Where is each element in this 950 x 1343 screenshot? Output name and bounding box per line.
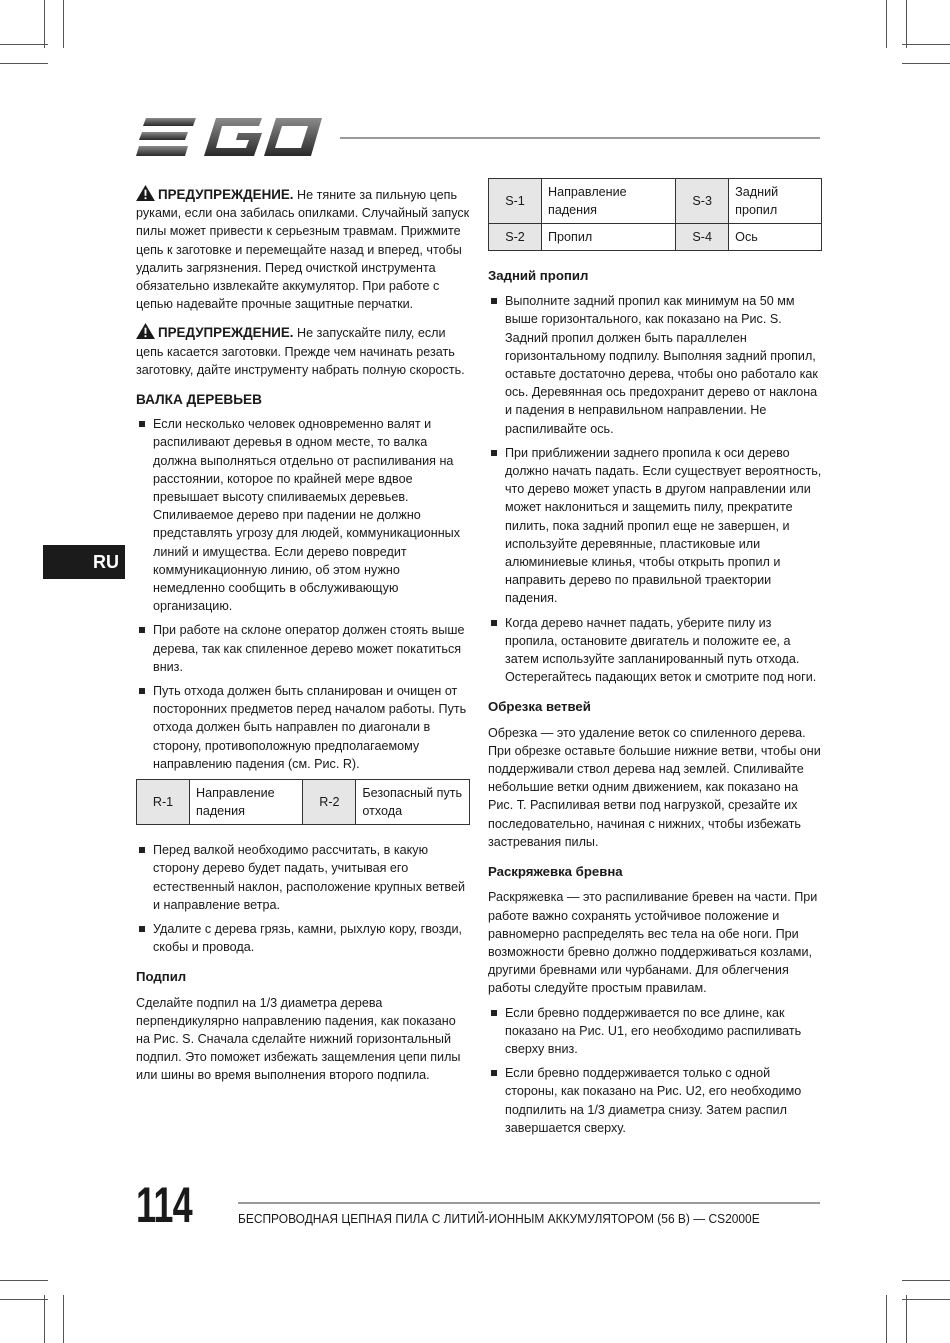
bullet-icon [139,421,145,427]
bucking-list [488,1004,822,1137]
warning-paragraph [136,323,470,379]
legend-table-s [488,178,822,251]
crop-mark [902,44,950,45]
table-cell: S-2 [489,224,542,251]
list-item-text: При работе на склоне оператор должен стоять выше дерева, так как спиленное дерево может покатиться вниз. [153,623,465,674]
list-item [488,1064,822,1137]
back-cut-heading: Задний пропил [488,268,589,283]
list-item [488,292,822,438]
list-item [136,621,470,676]
right-column [488,178,822,1143]
bullet-icon [491,1010,497,1016]
bullet-icon [139,627,145,633]
felling-list-2 [136,841,470,956]
limbing-text: Обрезка — это удаление веток со спиленного дерева. При обрезке оставьте большие нижние ветви, чтобы они поддерживали ствол дерева над землей. Спиливайте небольшие ветки одним движением, как показано на Рис. T. Распиливая ветви под нагрузкой, срезайте их последовательно, начиная с нижних, чтобы избежать застревания пилы. [488,725,821,849]
list-item [488,444,822,608]
list-item-text: Если несколько человек одновременно валят и распиливают деревья в одном месте, то валка должна выполняться отдельно от распиливания на расстоянии, которое по крайней мере вдвое превышает высоту спиливаемых деревьев. Спиливаемое дерево при падении не должно представлять угрозу для людей, коммуникационных линий и имущества. Если дерево повредит коммуникационную линию, об этом нужно немедленно сообщить в обслуживающую организацию. [153,417,461,614]
language-tab: RU [43,545,125,579]
bucking-text: Раскряжевка — это распиливание бревен на части. При работе важно сохранять устойчивое положение и равномерно распределять вес тела на обе ноги. При возможности бревно должно поддерживаться козлами, другими бревнами или чурбанами. Для облегчения работы следуйте простым правилам. [488,890,818,996]
table-row [489,224,822,251]
bullet-icon [491,298,497,304]
table-cell: Безопасный путь отхода [356,780,470,825]
back-cut-list [488,292,822,686]
crop-mark [44,0,45,48]
warning-label: ПРЕДУПРЕЖДЕНИЕ. [158,187,294,202]
crop-mark [0,44,48,45]
warning-text: Не запускайте пилу, если цепь касается заготовки. Прежде чем начинать резать заготовку, дайте инструменту набрать полную скорость. [136,326,465,377]
legend-table-r [136,779,470,825]
crop-mark [886,0,887,48]
footer-title: БЕСПРОВОДНАЯ ЦЕПНАЯ ПИЛА С ЛИТИЙ-ИОННЫМ АККУМУЛЯТОРОМ (56 В) — CS2000E [238,1211,760,1226]
notch-heading: Подпил [136,969,187,985]
list-item-text: Если бревно поддерживается только с одной стороны, как показано на Рис. U2, его необходимо подпилить на 1/3 диаметра снизу. Затем распил завершается сверху. [505,1066,802,1135]
list-item-text: Путь отхода должен быть спланирован и очищен от посторонних предметов перед началом работы. Путь отхода должен быть направлен по диагонали в сторону, противоположную предполагаемому направлению падения (см. Рис. R). [153,684,467,771]
notch-text: Сделайте подпил на 1/3 диаметра дерева перпендикулярно направлению падения, как показано на Рис. S. Сначала сделайте нижний горизонтальный подпил. Это поможет избежать защемления цепи пилы или шины во время выполнения второго подпила. [136,995,461,1083]
crop-mark [886,1295,887,1343]
table-cell: Направление падения [190,780,303,825]
bullet-icon [139,926,145,932]
left-column [136,185,470,1085]
table-cell: Пропил [542,224,676,251]
header-rule [340,137,820,139]
crop-mark [0,63,48,64]
table-row [137,780,470,825]
list-item-text: Когда дерево начнет падать, уберите пилу из пропила, остановите двигатель и положите ее, а затем используйте запланированный путь отхода. Остерегайтесь падающих веток и смотрите под ноги. [505,615,817,685]
crop-mark [902,1280,950,1281]
felling-list [136,415,470,773]
warning-text: Не тяните за пильную цепь руками, если она забилась опилками. Случайный запуск пилы может привести к серьезным травмам. Прижмите цепь к заготовке и перемещайте назад и вперед, чтобы удалить загрязнения. Перед очисткой инструмента обязательно извлекайте аккумулятор. При работе с цепью надевайте прочные защитные перчатки. [136,188,470,312]
bullet-icon [139,688,145,694]
warning-icon [136,323,155,339]
table-cell: S-4 [676,224,729,251]
page-number: 114 [136,1177,192,1233]
crop-mark [906,0,907,48]
crop-mark [44,1295,45,1343]
list-item [488,1004,822,1059]
crop-mark [902,63,950,64]
list-item-text: Удалите с дерева грязь, камни, рыхлую кору, гвозди, скобы и провода. [153,921,463,955]
crop-mark [906,1295,907,1343]
list-item [136,682,470,773]
bucking-heading: Раскряжевка бревна [488,864,623,880]
table-cell: S-1 [489,179,542,224]
bullet-icon [491,450,497,456]
table-cell: R-1 [137,780,190,825]
warning-label: ПРЕДУПРЕЖДЕНИЕ. [158,325,294,341]
crop-mark [63,0,64,48]
ego-logo [136,116,322,158]
list-item-text: Перед валкой необходимо рассчитать, в какую сторону дерево будет падать, учитывая его естественный наклон, расположение крупных ветвей и направление ветра. [153,843,466,912]
list-item-text: Если бревно поддерживается по все длине, как показано на Рис. U1, его необходимо распиливать сверху вниз. [505,1005,802,1056]
crop-mark [902,1299,950,1300]
limbing-heading: Обрезка ветвей [488,699,591,715]
table-cell: R-2 [303,780,356,825]
bullet-icon [139,847,145,853]
footer-rule [238,1202,820,1204]
crop-mark [63,1295,64,1343]
table-cell: Направление падения [542,179,676,224]
table-row [489,179,822,224]
list-item-text: Выполните задний пропил как минимум на 50 мм выше горизонтального, как показано на Рис. S. Задний пропил должен быть параллелен горизонтальному подпилу. Выполняя задний пропил, оставьте достаточно дерева, чтобы оно работало как ось. Деревянная ось предохранит дерево от наклона и падения в неправильном направлении. Не распиливайте ось. [505,294,818,436]
list-item [136,841,470,914]
bullet-icon [491,1070,497,1076]
crop-mark [0,1299,48,1300]
list-item [136,920,470,956]
warning-icon [136,185,155,201]
list-item [136,415,470,615]
warning-paragraph [136,185,470,313]
table-cell: Задний пропил [729,179,822,224]
crop-mark [0,1280,48,1281]
table-cell: Ось [729,224,822,251]
list-item [488,614,822,687]
bullet-icon [491,620,497,626]
felling-heading: ВАЛКА ДЕРЕВЬЕВ [136,392,262,408]
list-item-text: При приближении заднего пропила к оси дерево должно начать падать. Если существует вероятность, что дерево может упасть в другом направлении или может наклониться и защемить пилу, прекратите пилить, пока задний пропил еще не завершен, и используйте деревянные, пластиковые или алюминиевые клинья, чтобы открыть пропил и направить дерево по правильной траектории падения. [505,445,822,606]
table-cell: S-3 [676,179,729,224]
